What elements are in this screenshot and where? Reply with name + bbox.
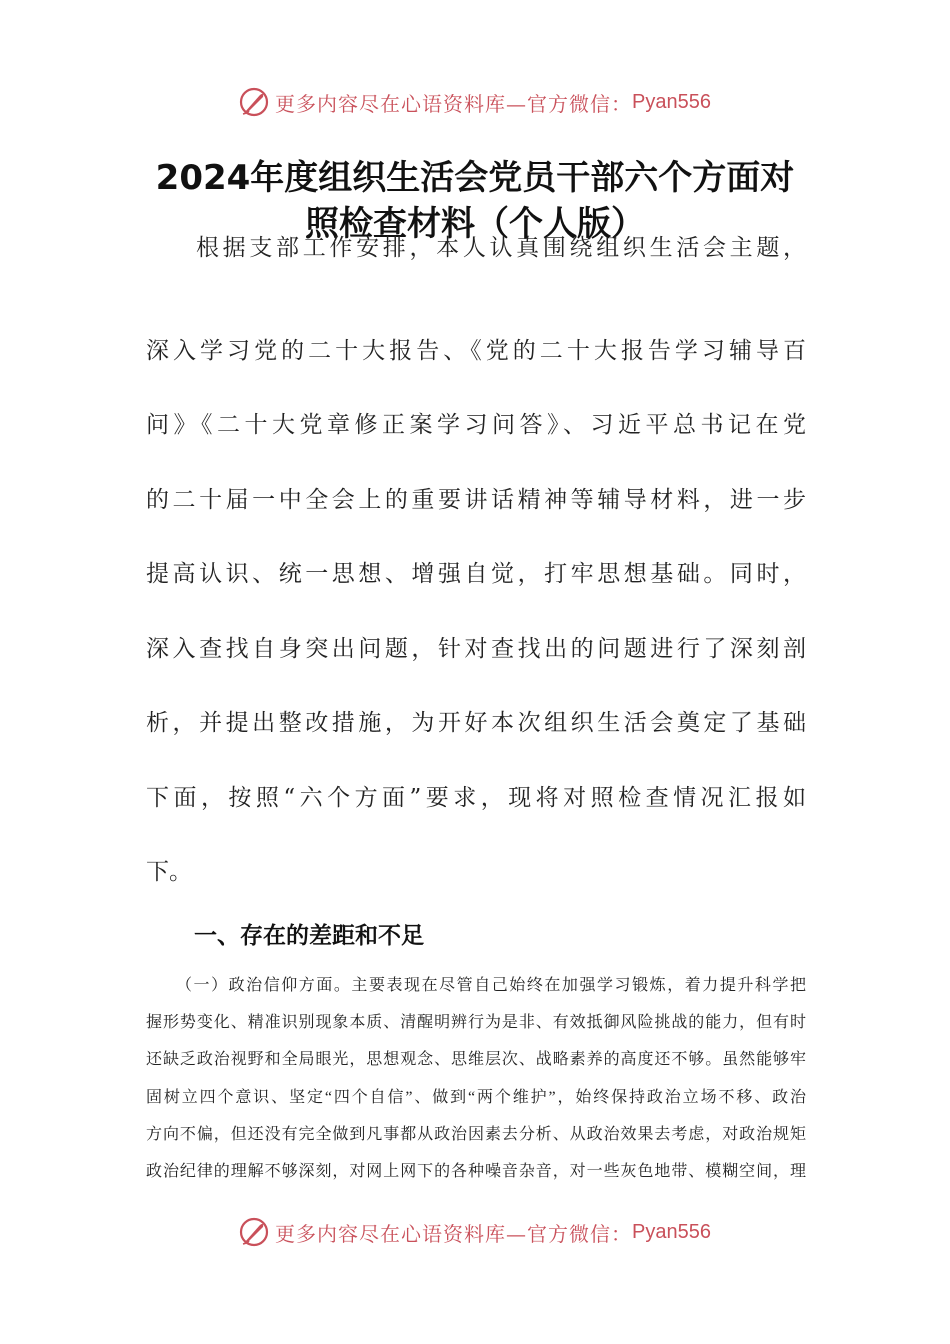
intro-line: 提高认识、统一思想、增强自觉，打牢思想基础。同时，	[146, 561, 806, 587]
watermark-text: 更多内容尽在心语资料库—官方微信：	[275, 91, 633, 116]
document-title-line-2: 照检查材料（个人版）	[305, 204, 645, 244]
document-title-line-1: 2024年度组织生活会党员干部六个方面对	[155, 158, 795, 198]
watermark-wechat-id: Pyan556	[632, 90, 711, 113]
intro-line: 下。	[146, 859, 192, 885]
watermark-wechat-id: Pyan556	[632, 1220, 711, 1243]
section-line: （一）政治信仰方面。主要表现在尽管自己始终在加强学习锻炼，着力提升科学把	[176, 977, 806, 994]
quill-pen-logo-icon	[239, 87, 269, 117]
section-line: 方向不偏，但还没有完全做到凡事都从政治因素去分析、从政治效果去考虑，对政治规矩	[146, 1126, 806, 1143]
intro-line: 深入查找自身突出问题，针对查找出的问题进行了深刻剖	[146, 636, 806, 662]
section-line: 握形势变化、精准识别现象本质、清醒明辨行为是非、有效抵御风险挑战的能力，但有时	[146, 1014, 806, 1031]
intro-line: 的二十届一中全会上的重要讲话精神等辅导材料，进一步	[146, 487, 806, 513]
intro-line: 深入学习党的二十大报告、《党的二十大报告学习辅导百	[146, 338, 806, 364]
intro-line: 析，并提出整改措施，为开好本次组织生活会奠定了基础	[146, 710, 806, 736]
section-line: 固树立四个意识、坚定“四个自信”、做到“两个维护”，始终保持政治立场不移、政治	[146, 1089, 806, 1106]
section-line: 政治纪律的理解不够深刻，对网上网下的各种噪音杂音，对一些灰色地带、模糊空间，理	[146, 1163, 806, 1180]
intro-line: 根据支部工作安排，本人认真围绕组织生活会主题，	[196, 235, 806, 261]
watermark-text: 更多内容尽在心语资料库—官方微信：	[275, 1221, 633, 1246]
watermark-banner-top	[0, 82, 950, 122]
quill-pen-logo-icon	[239, 1217, 269, 1247]
intro-line: 问》《二十大党章修正案学习问答》、习近平总书记在党	[146, 412, 806, 438]
intro-line: 下面，按照“六个方面”要求，现将对照检查情况汇报如	[146, 785, 806, 811]
section-heading: 一、存在的差距和不足	[194, 923, 424, 949]
watermark-banner-bottom	[0, 1212, 950, 1252]
section-line: 还缺乏政治视野和全局眼光，思想观念、思维层次、战略素养的高度还不够。虽然能够牢	[146, 1051, 806, 1068]
